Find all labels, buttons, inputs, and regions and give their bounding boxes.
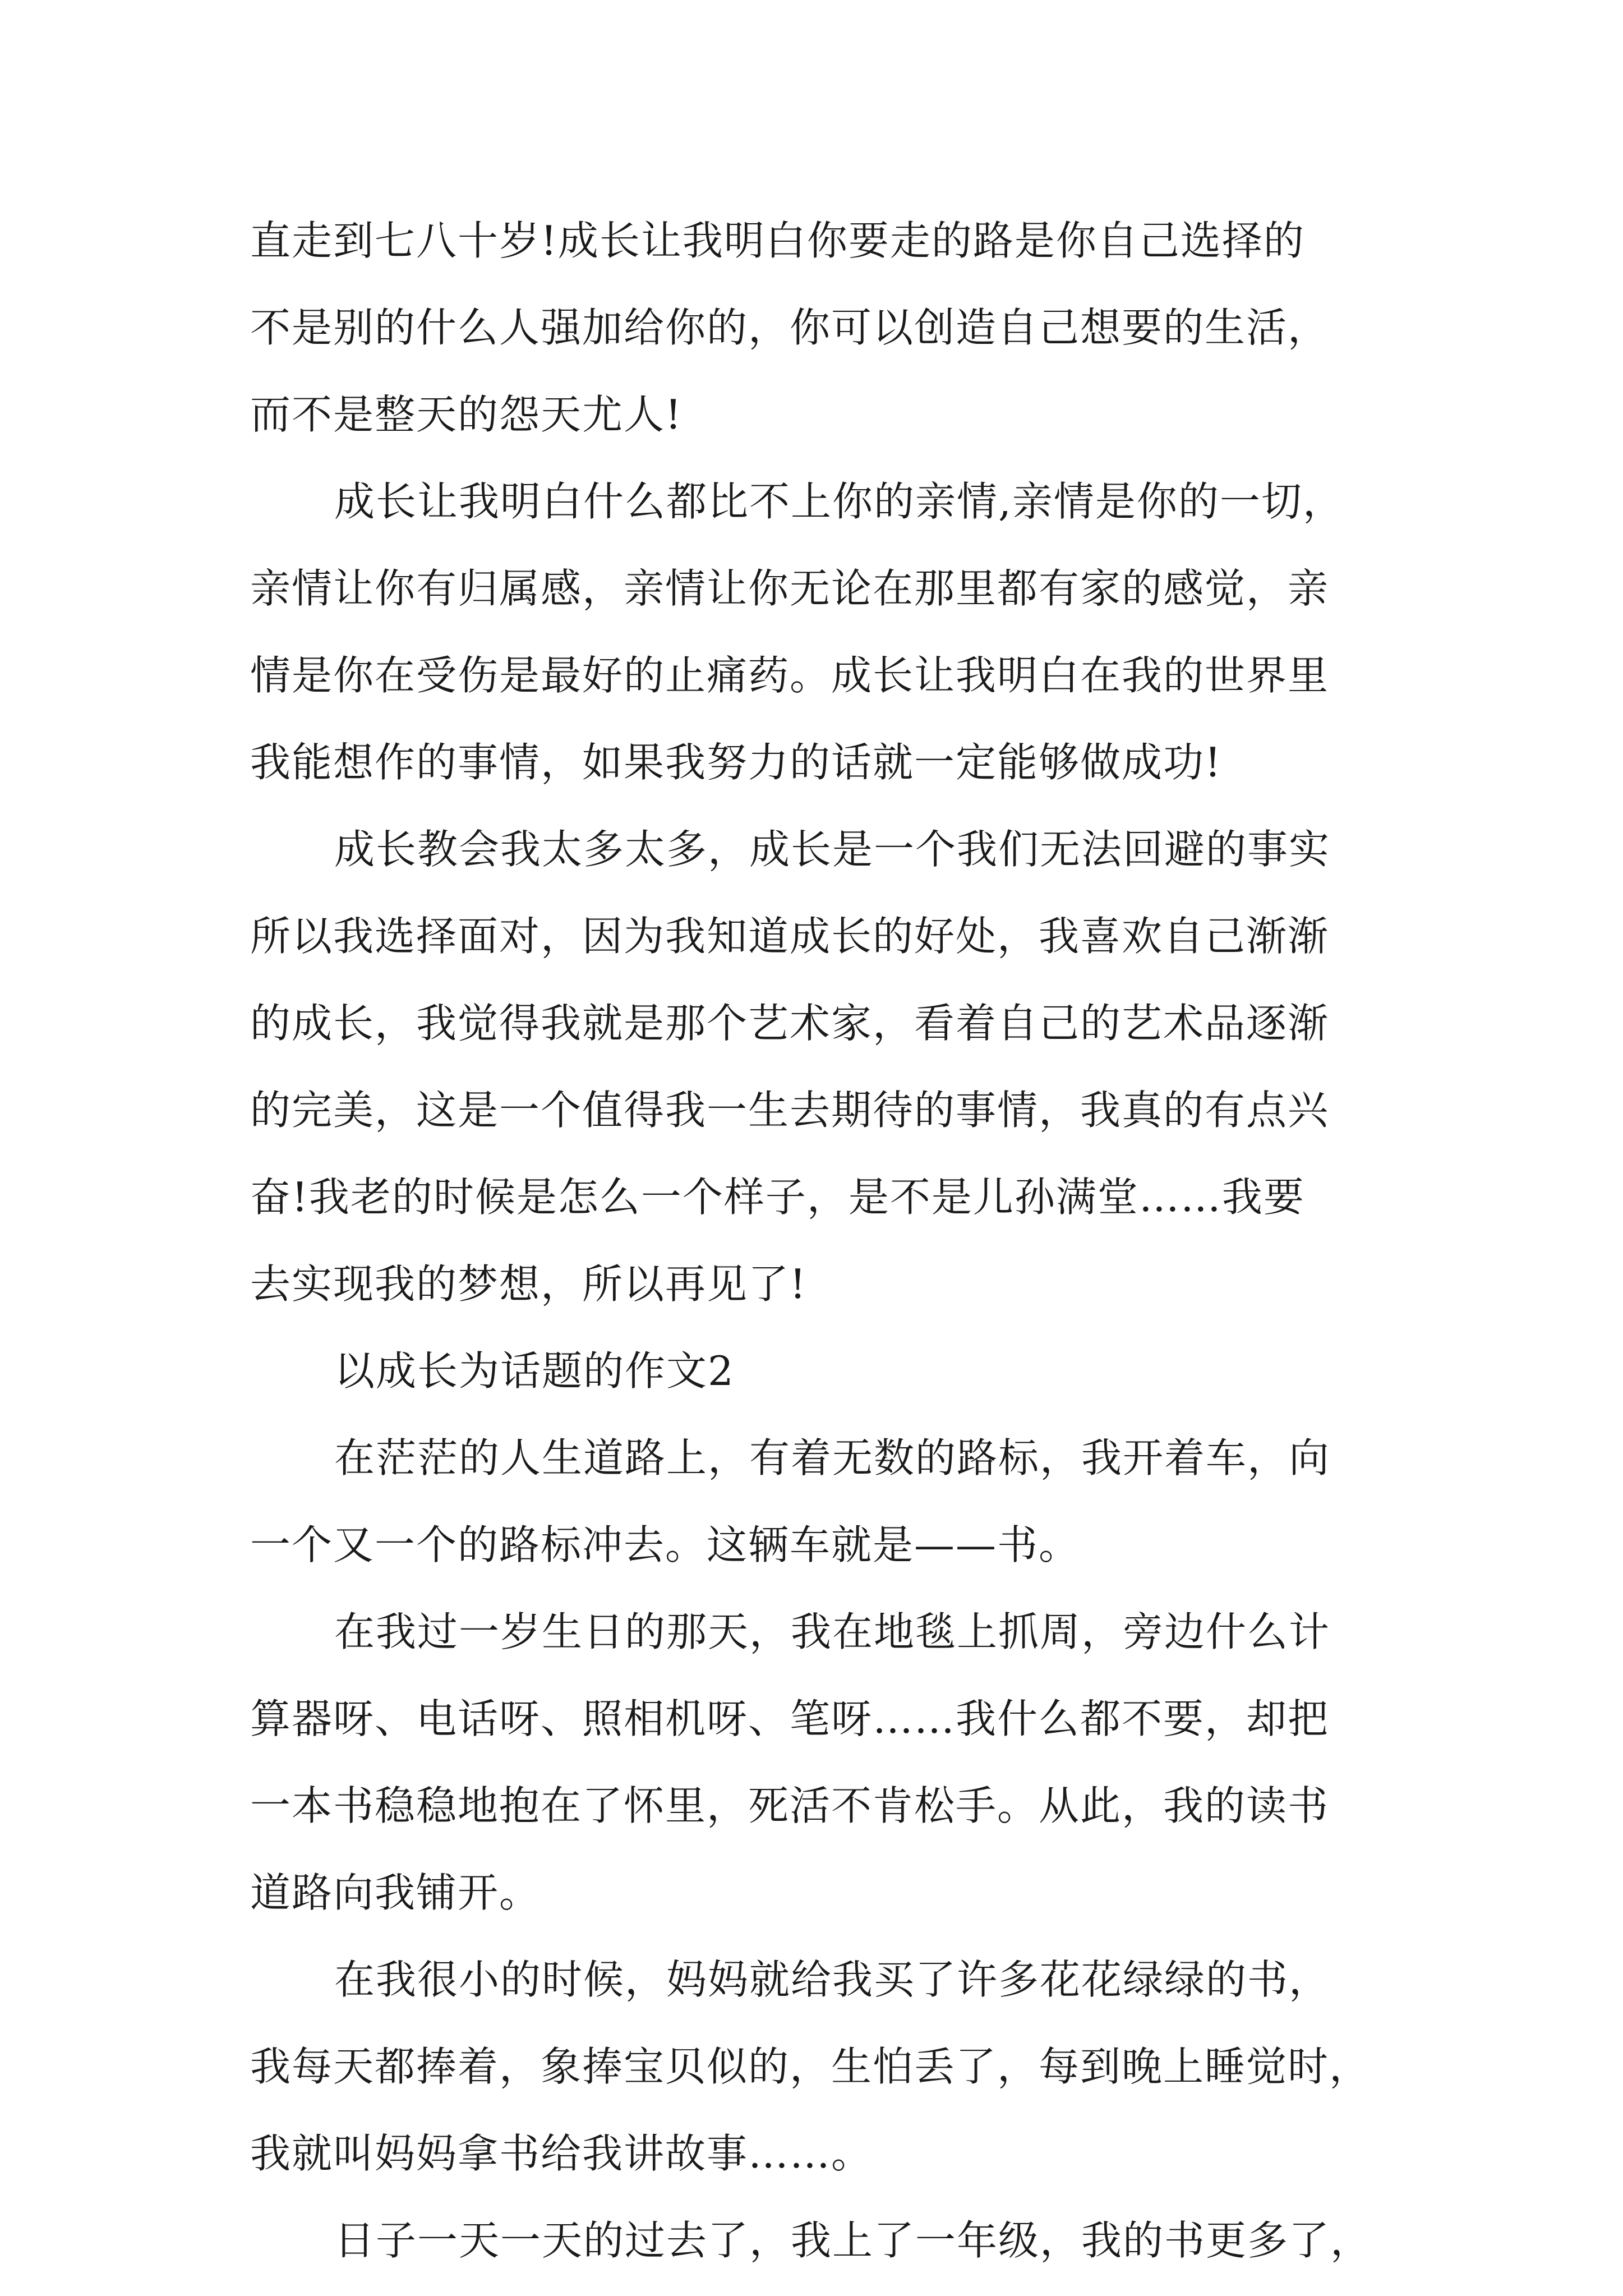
text-line: 一本书稳稳地抱在了怀里，死活不肯松手。从此，我的读书 xyxy=(250,1782,1330,1829)
text-line: 直走到七八十岁!成长让我明白你要走的路是你自己选择的 xyxy=(250,217,1305,264)
section-heading: 以成长为话题的作文2 xyxy=(334,1347,735,1395)
text-line: 我就叫妈妈拿书给我讲故事……。 xyxy=(250,2130,873,2177)
paragraph-start-line: 在我很小的时候，妈妈就给我买了许多花花绿绿的书， xyxy=(334,1956,1331,2003)
text-line: 我能想作的事情，如果我努力的话就一定能够做成功! xyxy=(250,739,1222,786)
paragraph-start-line: 成长教会我太多太多，成长是一个我们无法回避的事实 xyxy=(334,826,1331,873)
text-line: 所以我选择面对，因为我知道成长的好处，我喜欢自己渐渐 xyxy=(250,913,1330,960)
text-line: 亲情让你有归属感，亲情让你无论在那里都有家的感觉，亲 xyxy=(250,565,1330,612)
text-line: 的成长，我觉得我就是那个艺术家，看着自己的艺术品逐渐 xyxy=(250,1000,1330,1047)
paragraph-start-line: 在茫茫的人生道路上，有着无数的路标，我开着车，向 xyxy=(334,1434,1331,1481)
text-line: 情是你在受伤是最好的止痛药。成长让我明白在我的世界里 xyxy=(250,652,1330,699)
paragraph-start-line: 成长让我明白什么都比不上你的亲情,亲情是你的一切， xyxy=(334,478,1344,525)
text-line: 算器呀、电话呀、照相机呀、笔呀……我什么都不要，却把 xyxy=(250,1695,1330,1742)
text-line: 一个又一个的路标冲去。这辆车就是——书。 xyxy=(250,1521,1081,1568)
text-line: 而不是整天的怨天尤人! xyxy=(250,391,683,438)
text-line: 去实现我的梦想，所以再见了! xyxy=(250,1260,807,1308)
text-line: 的完美，这是一个值得我一生去期待的事情，我真的有点兴 xyxy=(250,1087,1330,1134)
essay-text xyxy=(250,197,1394,2284)
text-line: 我每天都捧着，象捧宝贝似的，生怕丢了，每到晚上睡觉时， xyxy=(250,2043,1371,2090)
paragraph-start-line: 日子一天一天的过去了，我上了一年级，我的书更多了， xyxy=(334,2217,1372,2264)
text-line: 道路向我铺开。 xyxy=(250,1869,541,1916)
text-line: 不是别的什么人强加给你的，你可以创造自己想要的生活， xyxy=(250,304,1330,351)
text-line: 奋!我老的时候是怎么一个样子，是不是儿孙满堂……我要 xyxy=(250,1174,1305,1221)
paragraph-start-line: 在我过一岁生日的那天，我在地毯上抓周，旁边什么计 xyxy=(334,1608,1331,1655)
